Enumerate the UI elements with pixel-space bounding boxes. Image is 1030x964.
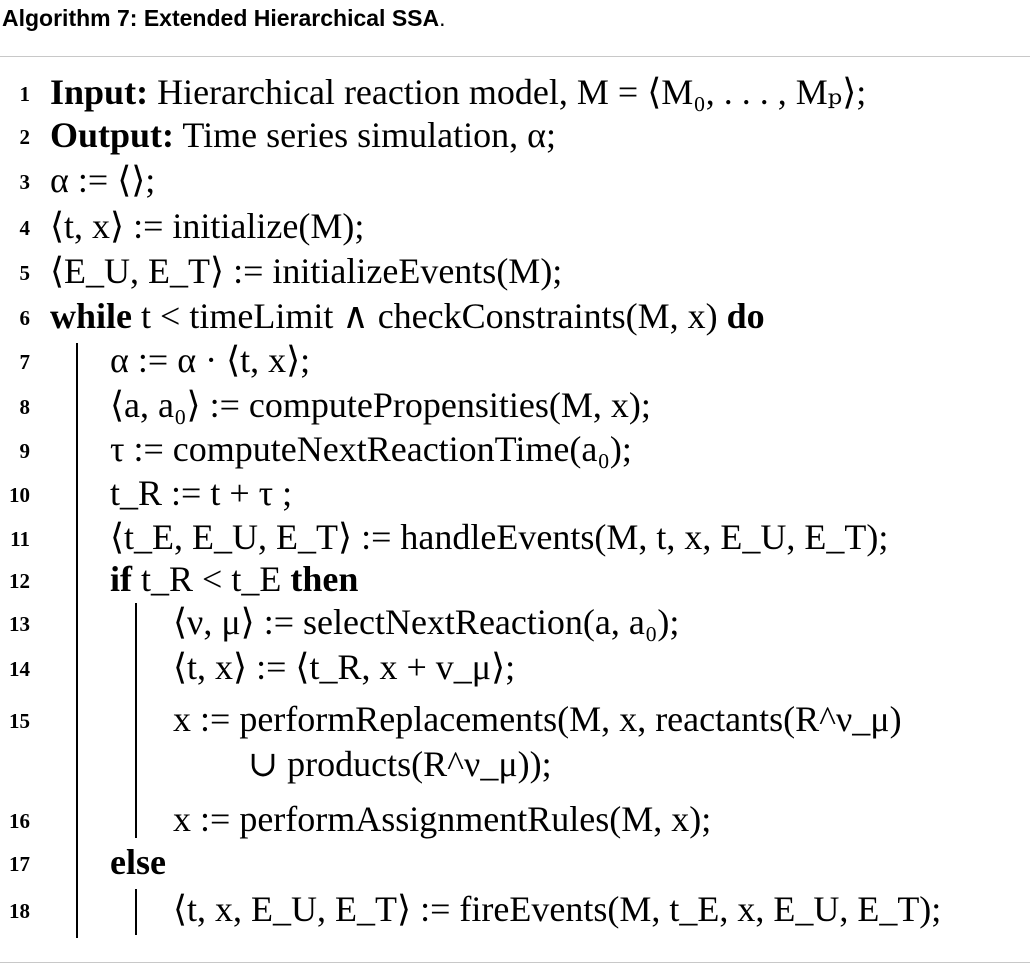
line-code: ⟨t, x, E_U, E_T⟩ := fireEvents(M, t_E, x, E_U, E_T); <box>173 889 942 929</box>
line-code: ⟨ν, μ⟩ := selectNextReaction(a, a₀); <box>173 602 680 642</box>
caption-period: . <box>439 5 446 31</box>
line-number: 8 <box>19 395 30 419</box>
line-code <box>110 840 166 884</box>
line-code: α := ⟨⟩; <box>50 160 156 200</box>
while-block-bar <box>76 343 78 938</box>
line-number: 7 <box>19 350 30 374</box>
line-number: 11 <box>10 527 30 551</box>
caption-label: Algorithm 7: <box>2 5 138 31</box>
line-code: Output: Time series simulation, α; <box>50 115 556 155</box>
then-block-bar <box>135 603 137 838</box>
keyword: Output: <box>50 115 175 155</box>
keyword: else <box>110 842 166 882</box>
keyword: do <box>726 296 765 336</box>
top-rule <box>0 56 1030 57</box>
line-number: 17 <box>9 852 30 876</box>
keyword: then <box>290 559 359 599</box>
line-code: t_R := t + τ ; <box>110 473 293 513</box>
line-number: 18 <box>9 899 30 923</box>
line-number: 14 <box>9 657 30 681</box>
line-number: 10 <box>9 483 30 507</box>
line-code: x := performAssignmentRules(M, x); <box>173 799 712 839</box>
line-code: ⟨t_E, E_U, E_T⟩ := handleEvents(M, t, x, E_U, E_T); <box>110 517 889 557</box>
line-code: ⟨a, a₀⟩ := computePropensities(M, x); <box>110 385 651 425</box>
line-number: 5 <box>19 261 30 285</box>
line-number: 13 <box>9 612 30 636</box>
line-code: ⟨t, x⟩ := ⟨t_R, x + v_μ⟩; <box>173 647 516 687</box>
line-code: ⟨t, x⟩ := initialize(M); <box>50 206 365 246</box>
line-code: if t_R < t_E then <box>110 559 359 599</box>
line-code: ⟨E_U, E_T⟩ := initializeEvents(M); <box>50 251 563 291</box>
algorithm-caption <box>2 2 446 34</box>
caption-title: Extended Hierarchical SSA <box>143 5 440 31</box>
bottom-rule <box>0 962 1030 963</box>
keyword: if <box>110 559 132 599</box>
line-number: 12 <box>9 569 30 593</box>
line-code: ∪ products(R^ν_μ)); <box>248 744 552 784</box>
line-code: α := α · ⟨t, x⟩; <box>110 340 311 380</box>
line-code: Input: Hierarchical reaction model, M = ⟨M₀, . . . , Mₚ⟩; <box>50 72 867 112</box>
line-code: while t < timeLimit ∧ checkConstraints(M, x) do <box>50 296 765 336</box>
keyword: Input: <box>50 72 149 112</box>
line-number: 16 <box>9 809 30 833</box>
else-block-bar <box>135 889 137 935</box>
line-number: 3 <box>19 170 30 194</box>
line-code: x := performReplacements(M, x, reactants(R^ν_μ) <box>173 699 902 739</box>
line-number: 9 <box>19 439 30 463</box>
line-number: 4 <box>19 216 30 240</box>
keyword: while <box>50 296 133 336</box>
line-number: 1 <box>19 82 30 106</box>
line-number: 2 <box>19 125 30 149</box>
line-number: 6 <box>19 306 30 330</box>
line-code: τ := computeNextReactionTime(a₀); <box>110 429 632 469</box>
line-number: 15 <box>9 709 30 733</box>
